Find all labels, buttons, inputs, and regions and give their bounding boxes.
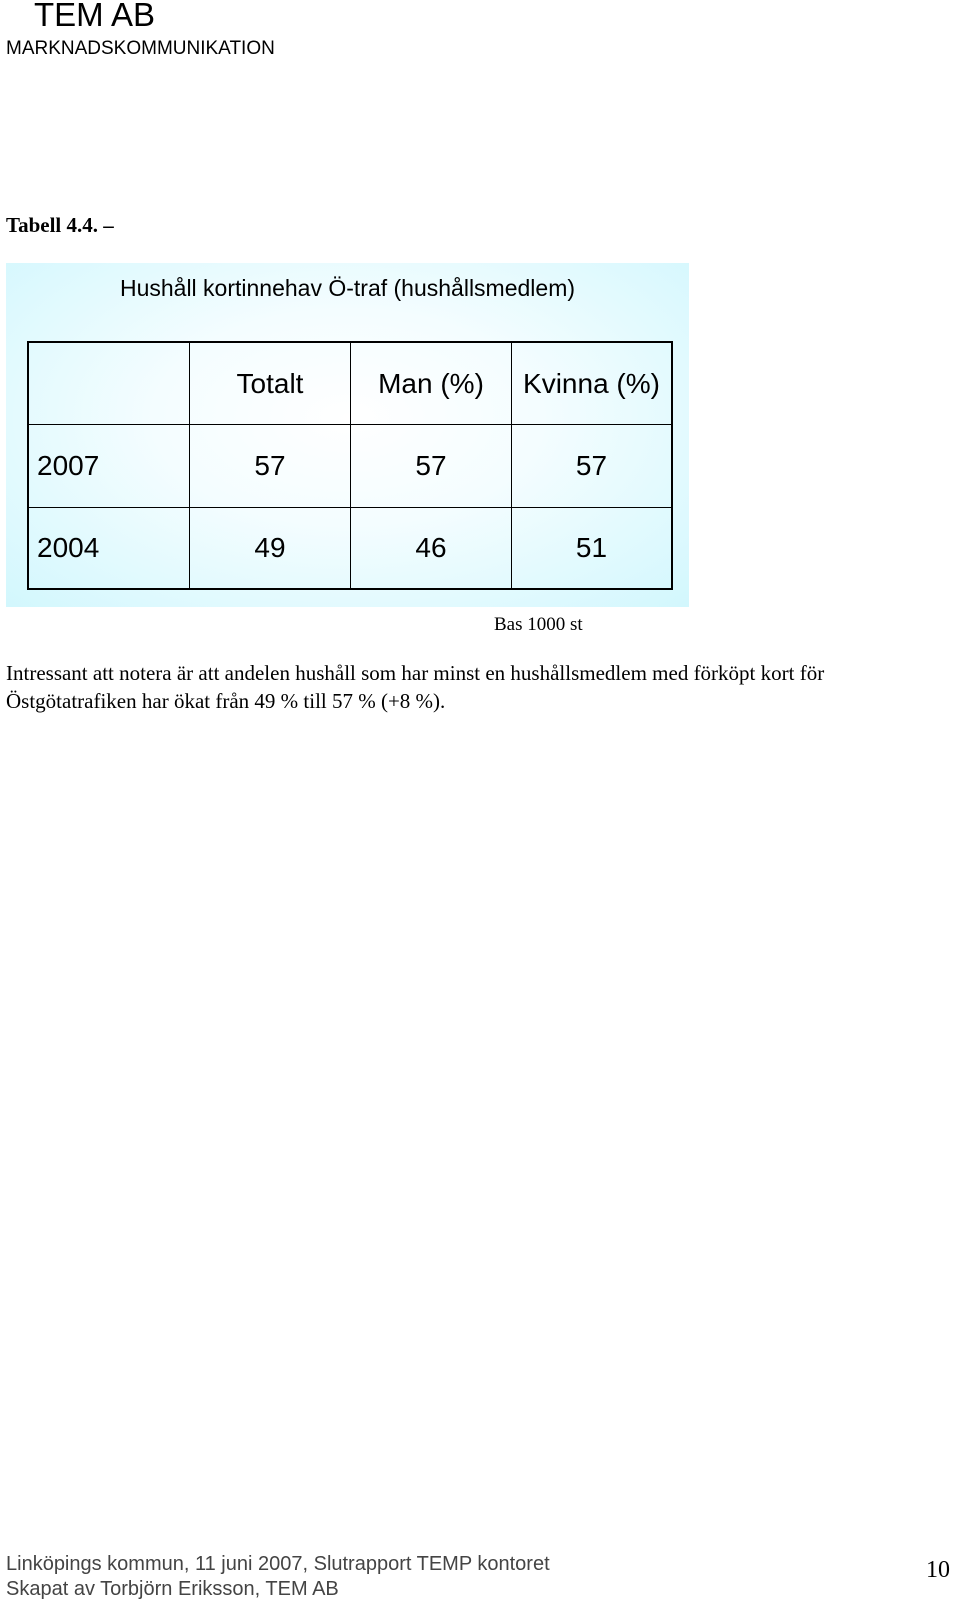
table-row-header: 2004 [29,508,190,588]
data-table [27,341,673,590]
footer-text: Linköpings kommun, 11 juni 2007, Slutrapport TEMP kontoret [6,1553,550,1575]
department-name: MARKNADSKOMMUNIKATION [6,38,275,59]
table-cell: 57 [512,425,671,508]
page-number: 10 [926,1557,950,1583]
company-name: TEM AB [34,0,156,33]
table-header-cell: Totalt [190,343,351,425]
table-cell: 49 [190,508,351,588]
table-header-cell [29,343,190,425]
table-cell: 46 [351,508,512,588]
paragraph-line: Östgötatrafiken har ökat från 49 % till 57 % (+8 %). [6,689,446,713]
paragraph-line: Intressant att notera är att andelen hushåll som har minst en hushållsmedlem med förköpt kort för [6,661,825,685]
table-header-cell: Man (%) [351,343,512,425]
table-row-header: 2007 [29,425,190,508]
table-panel [6,263,689,607]
table-caption: Tabell 4.4. – [6,213,114,237]
table-header-cell: Kvinna (%) [512,343,671,425]
table-cell: 57 [190,425,351,508]
table-cell: 51 [575,532,608,563]
body-paragraph [6,659,946,715]
base-note: Bas 1000 st [494,614,583,635]
footer-author: Skapat av Torbjörn Eriksson, TEM AB [6,1578,339,1600]
table-cell: 57 [351,425,512,508]
table-title: Hushåll kortinnehav Ö-traf (hushållsmedlem) [119,275,576,301]
